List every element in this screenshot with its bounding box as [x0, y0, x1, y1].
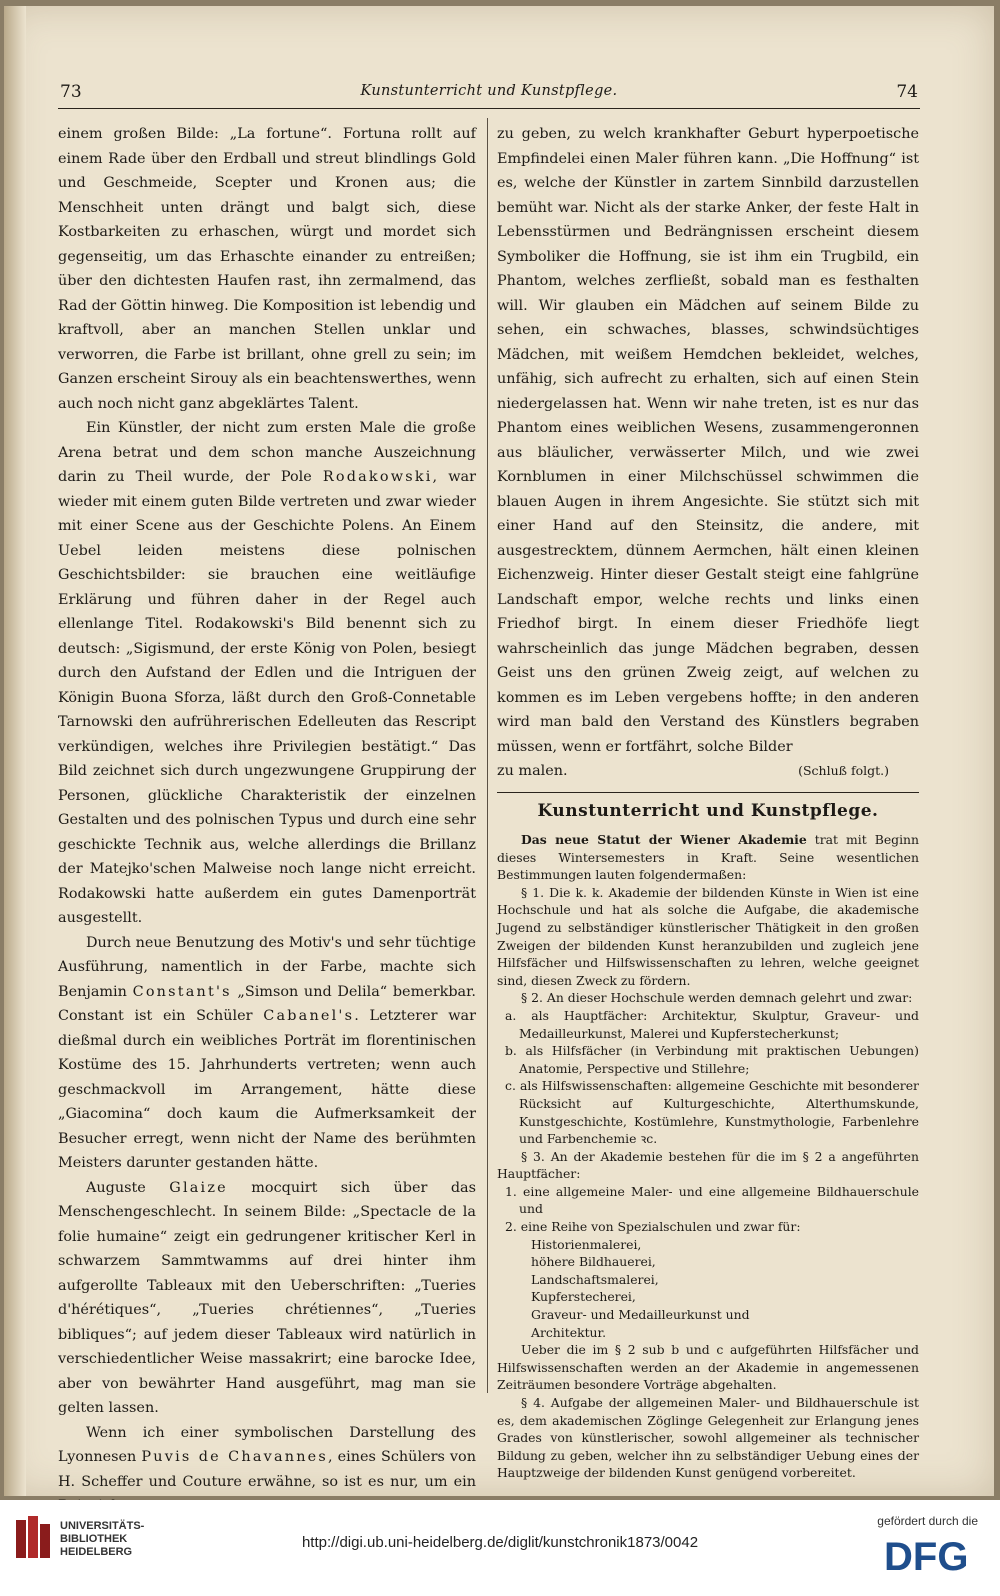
paragraph: [58, 416, 476, 931]
text-run: , eines Schülers von H. Scheffer und Couture erwähne, so ist es nur, um ein: [58, 1449, 476, 1490]
list-item: höhere Bildhauerei,: [531, 1254, 656, 1270]
library-name-line: BIBLIOTHEK: [60, 1533, 128, 1545]
list-item: Landschaftsmalerei,: [531, 1271, 659, 1287]
statute-paragraph: § 4. Aufgabe der allgemeinen Maler- und Bildhauerschule ist es, dem akademischen Zöglinge Gelegenheit zur Erlangung jenes Grades von künstlerischer, sowohl allgemeiner als technischer Bildung zu geben, welcher ihn zu selbständiger Uebung eines der Hauptzweige der bildenden Kunst genügend vorbereitet.: [497, 1395, 919, 1481]
page-number-left: 73: [60, 82, 82, 102]
running-head-title: Kunstunterricht und Kunstpflege.: [360, 83, 618, 99]
continued-note: (Schluß folgt.): [798, 763, 889, 778]
text-run: Auguste: [86, 1179, 170, 1196]
closing-line: [497, 759, 919, 784]
paragraph: einem großen Bilde: „La fortune“. Fortuna rollt auf einem Rade über den Erdball und streut blindlings Gold und Geschmeide, Scepter und Kronen aus; die Menschheit unten drängt und balgt sich, diese Kostbarkeiten zu erhaschen, würgt und mordet sich gegenseitig, um das Erhaschte einander zu entreißen; über den dichtesten Haufen rast, ihn zermalmend, das Rad der Göttin hinweg. Die Komposition ist lebendig und kraftvoll, aber an manchen Stellen unklar und verworren, die Farbe ist brillant, ohne grell zu sein; im Ganzen erscheint Sirouy als ein beachtenswerthes, wenn auch noch nicht ganz abgeklärtes Talent.: [58, 126, 476, 412]
list-item: 2. eine Reihe von Spezialschulen und zwar für:: [505, 1219, 801, 1235]
text-run: Durch neue Benutzung des Motiv's und sehr tüchtige Ausführung, namentlich in der Farbe, machte sich Benjamin: [58, 934, 477, 1000]
list-item: 1. eine allgemeine Maler- und eine allgemeine Bildhauerschule und: [505, 1183, 919, 1217]
list-item: Architektur.: [531, 1324, 607, 1340]
list-item: Graveur- und Medailleurkunst und: [531, 1307, 750, 1323]
list-item: b. als Hilfsfächer (in Verbindung mit praktischen Uebungen) Anatomie, Perspective und Stillehre;: [505, 1043, 919, 1076]
paragraph: zu geben, zu welch krankhafter Geburt hyperpoetische Empfindelei einen Maler führen kann. „Die Hoffnung“ ist es, welche der Künstler in zartem Sinnbild darzustellen bemüht war. Nicht als der starke Anker, der feste Halt in Lebensstürmen und Bedrängnissen erscheint diesem Symboliker die Hoffnung, sie ist ihm ein Trugbild, ein Phantom, welches zerfließt, sobald man es festhalten will. Wir glauben ein Mädchen auf seinem Bilde zu sehen, ein schwaches, blasses, schwindsüchtiges Mädchen, mit weißem Hemdchen bekleidet, welches, unfähig, sich aufrecht zu erhalten, sich auf einen Stein niedergelassen hat. Wenn wir nahe treten, ist es nur das Phantom eines weiblichen Wesens, zusammengeronnen aus bläulicher, verwässerter Milch, und wie zwei Kornblumen in einer Milchschüssel schwimmen die blauen Augen in ihrem Angesichte. Sie stützt sich mit einer Hand auf den Steinsitz, die andere, mit ausgestrecktem, dünnem Aermchen, hält einen kleinen Eichenzweig. Hinter dieser Gestalt steigt eine fahlgrüne Landschaft empor, welche rechts und links einen Friedhof birgt. In einem dieser Friedhöfe liegt wahrscheinlich das junge Mädchen begraben, dessen Geist uns den grünen Zweig zeigt, auf welchen zu kommen es im Leben vergebens hoffte; in den anderen wird man bald den Verstand des Künstlers begraben müssen, wenn er fortfährt, solche Bilder: [497, 126, 919, 755]
text-run: trat mit Beginn dieses Wintersemesters in Kraft. Seine wesentlichen Bestimmungen lauten folgendermaßen:: [497, 832, 920, 883]
page-gutter-shadow: [4, 6, 26, 1496]
paragraph: [58, 1176, 476, 1421]
text-run: Wenn ich einer symbolischen Darstellung des Lyonnesen: [58, 1424, 476, 1465]
library-name-line: HEIDELBERG: [60, 1546, 133, 1558]
permalink-url[interactable]: http://digi.ub.uni-heidelberg.de/diglit/kunstchronik1873/0042: [301, 1534, 699, 1551]
dfg-logo-text: DFG: [884, 1535, 969, 1576]
funding-note: gefördert durch die: [877, 1514, 978, 1528]
running-head: [58, 82, 920, 109]
section-heading: Kunstunterricht und Kunstpflege.: [537, 800, 879, 821]
text-run: „Simson und Delila“ bemerkbar. Constant ist ein Schüler: [58, 983, 476, 1024]
subject-list: [497, 1007, 919, 1148]
paragraph: [497, 831, 919, 884]
artist-name: Constant's: [132, 983, 232, 1000]
digitization-footer: [0, 1500, 1000, 1596]
artist-name: Cabanel's: [263, 1008, 355, 1024]
text-run: , war wieder mit einem guten Bilde vertreten und zwar wieder mit einer Scene aus der Geschichte Polens. An Einem Uebel leiden meistens diese polnischen Geschichtsbilder: sie brauchen eine weitläufige Erklärung und führen daher in der Regel auch ellenlange Titel. Rodakowski's Bild benennt sich zu deutsch: „Sigismund, der erste König von Polen, besiegt durch den Aufstand der Edlen und die Intriguen der Königin Buona Sforza, läßt durch den Groß-Connetable Tarnowski den aufrührerischen Edelleuten das Rescript verkündigen, welches ihre Privilegien bestätigt.“ Das Bild zeichnet sich durch ungezwungene Gruppirung der Personen, glückliche Charakteristik der einzelnen Gestalten und des polnischen Typus und durch eine sehr geschickte Technik aus, welche allerdings die Brillanz der Matejko'schen Malweise noch lange nicht erreicht. Rodakowski hatte außerdem ein gutes Damenporträt ausgestellt.: [58, 469, 476, 926]
artist-name: Rodakowski: [322, 469, 433, 485]
text-run: mocquirt sich über das Menschengeschlecht. In seinem Bilde: „Spectacle de la folie humaine“ zeigt ein gedrungener kritischer Kerl in schwarzem Sammtwamms auf drei hinter ihm aufgerollte Tableaux mit den Ueberschriften: „Tueries d'hérétiques“, „Tueries chrétiennes“, „Tueries bibliques“; auf jedem dieser Tableaux wird natürlich in verschiedentlicher Weise massakrirt; eine barocke Idee, aber von bewährter Hand ausgeführt, mag man sie gelten lassen.: [58, 1179, 476, 1416]
list-item: a. als Hauptfächer: Architektur, Skulptur, Graveur- und Medailleurkunst, Malerei und Kupferstecherkunst;: [505, 1007, 919, 1041]
statute-paragraph: Ueber die im § 2 sub b und c aufgeführten Hilfsfächer und Hilfswissenschaften werden an der Akademie in angemessenen Zeiträumen besondere Vorträge abgehalten.: [497, 1342, 919, 1393]
text-run: . Letzterer war dießmal durch ein weibliches Porträt im florentinischen Kostüme des 15. Jahrhunderts vertreten; wenn auch geschmackvoll im Arrangement, hätte diese „Giacomina“ doch kaum die Aufmerksamkeit der Besucher erregt, wenn nicht der Name des berühmten Meisters darunter gestanden hätte.: [58, 1008, 477, 1171]
artist-name: Glaize: [169, 1179, 228, 1196]
list-item: Historienmalerei,: [531, 1236, 642, 1252]
column-divider: [487, 118, 488, 1393]
statute-text: [497, 831, 919, 1482]
lead-in: Das neue Statut der Wiener Akademie: [521, 832, 807, 847]
statute-paragraph: § 1. Die k. k. Akademie der bildenden Künste in Wien ist eine Hochschule und hat als solche die Aufgabe, die akademische Jugend zu selbständiger künstlerischer Thätigkeit in den großen Zweigen der bildenden Kunst heranzubilden und zugleich jene Hilfsfächer und Hilfswissenschaften zu lehren, welche geeignet sind, diesen Zweck zu fördern.: [497, 884, 919, 988]
paragraph: [58, 931, 476, 1176]
text-run: zu malen.: [497, 763, 568, 779]
school-list: [497, 1183, 919, 1236]
library-name-line: UNIVERSITÄTS-: [60, 1520, 145, 1532]
dfg-logo-icon: [884, 1532, 980, 1576]
list-item: c. als Hilfswissenschaften: allgemeine Geschichte mit besonderer Rücksicht auf Kulturgeschichte, Alterthumskunde, Kunstgeschichte, Kostümlehre, Kunstmythologie, Farbenlehre und Farbenchemie ꝛc.: [505, 1078, 919, 1147]
artist-name: Puvis de Chavannes: [141, 1449, 328, 1465]
page-number-right: 74: [896, 82, 918, 102]
statute-paragraph: § 3. An der Akademie bestehen für die im § 2 a angeführten Hauptfächer:: [497, 1148, 919, 1182]
list-item: Kupferstecherei,: [531, 1289, 636, 1305]
left-column: [58, 122, 476, 1519]
section-rule: [497, 792, 919, 793]
special-school-list: [497, 1236, 919, 1342]
text-run: Ein Künstler, der nicht zum ersten Male die große Arena betrat und dem schon manche Auszeichnung darin zu Theil wurde, der Pole: [58, 420, 476, 485]
right-column: [497, 122, 919, 1482]
statute-paragraph: § 2. An dieser Hochschule werden demnach gelehrt und zwar:: [521, 990, 913, 1006]
